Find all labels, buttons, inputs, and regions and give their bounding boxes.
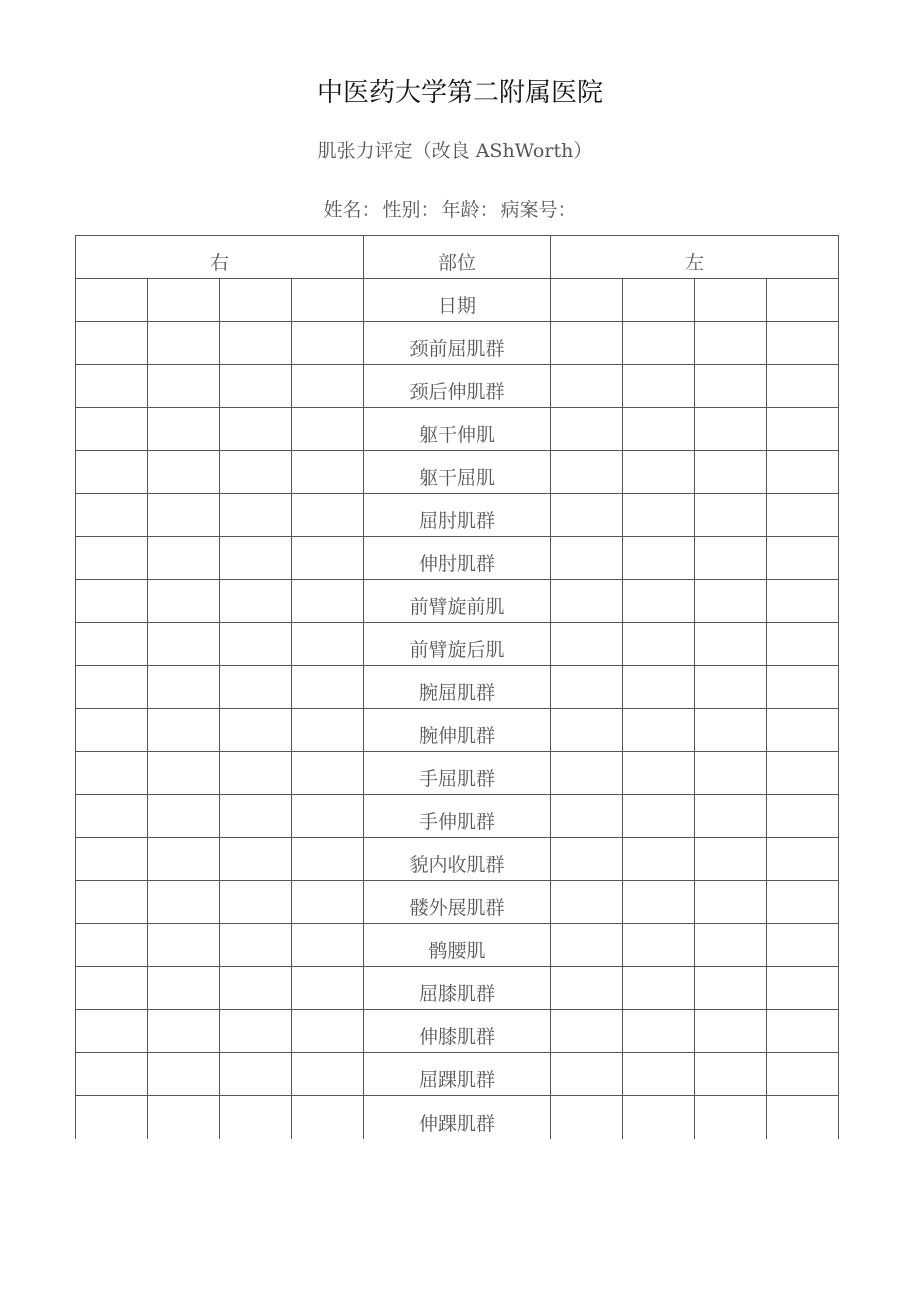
left-score-cell[interactable] bbox=[551, 322, 623, 365]
right-score-cell[interactable] bbox=[292, 623, 364, 666]
right-score-cell[interactable] bbox=[76, 537, 148, 580]
left-score-cell[interactable] bbox=[767, 1053, 839, 1096]
table-row bbox=[76, 623, 839, 666]
table-row bbox=[76, 795, 839, 838]
right-score-cell[interactable] bbox=[220, 709, 292, 752]
table-row bbox=[76, 365, 839, 408]
header-body-part: 部位 bbox=[364, 236, 551, 279]
left-score-cell[interactable] bbox=[695, 1010, 767, 1053]
right-score-cell[interactable] bbox=[148, 838, 220, 881]
right-score-cell[interactable] bbox=[220, 1010, 292, 1053]
table-row bbox=[76, 1010, 839, 1053]
right-score-cell[interactable] bbox=[148, 924, 220, 967]
table-row bbox=[76, 881, 839, 924]
left-score-cell[interactable] bbox=[551, 752, 623, 795]
right-score-cell[interactable] bbox=[76, 451, 148, 494]
right-score-cell[interactable] bbox=[220, 537, 292, 580]
header-left-side: 左 bbox=[551, 236, 839, 279]
table-row bbox=[76, 580, 839, 623]
left-score-cell[interactable] bbox=[695, 494, 767, 537]
right-score-cell[interactable] bbox=[292, 408, 364, 451]
right-score-cell[interactable] bbox=[148, 365, 220, 408]
table-row bbox=[76, 752, 839, 795]
left-score-cell[interactable] bbox=[695, 838, 767, 881]
right-score-cell[interactable] bbox=[76, 838, 148, 881]
left-score-cell[interactable] bbox=[695, 795, 767, 838]
left-score-cell[interactable] bbox=[623, 881, 695, 924]
right-score-cell[interactable] bbox=[148, 795, 220, 838]
left-score-cell[interactable] bbox=[623, 1096, 695, 1139]
left-score-cell[interactable] bbox=[623, 924, 695, 967]
right-score-cell[interactable] bbox=[148, 494, 220, 537]
left-score-cell[interactable] bbox=[551, 451, 623, 494]
left-score-cell[interactable] bbox=[623, 279, 695, 322]
left-score-cell[interactable] bbox=[623, 537, 695, 580]
left-score-cell[interactable] bbox=[551, 279, 623, 322]
left-score-cell[interactable] bbox=[551, 924, 623, 967]
left-score-cell[interactable] bbox=[767, 752, 839, 795]
left-score-cell[interactable] bbox=[551, 666, 623, 709]
left-score-cell[interactable] bbox=[623, 709, 695, 752]
left-score-cell[interactable] bbox=[767, 838, 839, 881]
right-score-cell[interactable] bbox=[148, 666, 220, 709]
right-score-cell[interactable] bbox=[220, 279, 292, 322]
right-score-cell[interactable] bbox=[292, 580, 364, 623]
left-score-cell[interactable] bbox=[551, 881, 623, 924]
header-right-side: 右 bbox=[76, 236, 364, 279]
left-score-cell[interactable] bbox=[623, 838, 695, 881]
left-score-cell[interactable] bbox=[767, 580, 839, 623]
table-header-row bbox=[76, 236, 839, 279]
left-score-cell[interactable] bbox=[695, 279, 767, 322]
body-part-label: 屈踝肌群 bbox=[364, 1053, 551, 1096]
left-score-cell[interactable] bbox=[551, 537, 623, 580]
right-score-cell[interactable] bbox=[220, 795, 292, 838]
right-score-cell[interactable] bbox=[292, 881, 364, 924]
left-score-cell[interactable] bbox=[695, 752, 767, 795]
left-score-cell[interactable] bbox=[623, 1010, 695, 1053]
right-score-cell[interactable] bbox=[292, 709, 364, 752]
right-score-cell[interactable] bbox=[220, 924, 292, 967]
right-score-cell[interactable] bbox=[76, 279, 148, 322]
right-score-cell[interactable] bbox=[76, 365, 148, 408]
left-score-cell[interactable] bbox=[551, 795, 623, 838]
body-part-label: 前臂旋后肌 bbox=[364, 623, 551, 666]
right-score-cell[interactable] bbox=[292, 279, 364, 322]
body-part-label: 颈前屈肌群 bbox=[364, 322, 551, 365]
left-score-cell[interactable] bbox=[767, 795, 839, 838]
right-score-cell[interactable] bbox=[148, 1010, 220, 1053]
right-score-cell[interactable] bbox=[292, 838, 364, 881]
body-part-label: 躯干屈肌 bbox=[364, 451, 551, 494]
right-score-cell[interactable] bbox=[220, 580, 292, 623]
muscle-tone-table bbox=[75, 235, 839, 1139]
left-score-cell[interactable] bbox=[623, 967, 695, 1010]
right-score-cell[interactable] bbox=[292, 365, 364, 408]
left-score-cell[interactable] bbox=[767, 709, 839, 752]
left-score-cell[interactable] bbox=[695, 666, 767, 709]
table-row bbox=[76, 494, 839, 537]
left-score-cell[interactable] bbox=[767, 537, 839, 580]
left-score-cell[interactable] bbox=[767, 967, 839, 1010]
table-row bbox=[76, 709, 839, 752]
left-score-cell[interactable] bbox=[623, 408, 695, 451]
table-row bbox=[76, 537, 839, 580]
body-part-label: 屈膝肌群 bbox=[364, 967, 551, 1010]
left-score-cell[interactable] bbox=[695, 881, 767, 924]
table-row bbox=[76, 408, 839, 451]
body-part-label: 屈肘肌群 bbox=[364, 494, 551, 537]
left-score-cell[interactable] bbox=[623, 1053, 695, 1096]
right-score-cell[interactable] bbox=[220, 322, 292, 365]
right-score-cell[interactable] bbox=[148, 1096, 220, 1139]
left-score-cell[interactable] bbox=[623, 494, 695, 537]
right-score-cell[interactable] bbox=[76, 795, 148, 838]
table-row bbox=[76, 967, 839, 1010]
left-score-cell[interactable] bbox=[551, 1096, 623, 1139]
right-score-cell[interactable] bbox=[220, 365, 292, 408]
right-score-cell[interactable] bbox=[76, 322, 148, 365]
table-row bbox=[76, 451, 839, 494]
right-score-cell[interactable] bbox=[76, 881, 148, 924]
right-score-cell[interactable] bbox=[148, 580, 220, 623]
left-score-cell[interactable] bbox=[551, 709, 623, 752]
left-score-cell[interactable] bbox=[695, 623, 767, 666]
left-score-cell[interactable] bbox=[551, 1053, 623, 1096]
left-score-cell[interactable] bbox=[695, 365, 767, 408]
patient-record-number-label: 病案号： bbox=[500, 199, 577, 221]
body-part-label: 貌内收肌群 bbox=[364, 838, 551, 881]
right-score-cell[interactable] bbox=[292, 1053, 364, 1096]
patient-sex-label: 性别： bbox=[382, 199, 440, 221]
right-score-cell[interactable] bbox=[76, 1010, 148, 1053]
right-score-cell[interactable] bbox=[76, 1096, 148, 1139]
right-score-cell[interactable] bbox=[292, 322, 364, 365]
left-score-cell[interactable] bbox=[767, 924, 839, 967]
body-part-label: 伸踝肌群 bbox=[364, 1096, 551, 1139]
left-score-cell[interactable] bbox=[623, 623, 695, 666]
right-score-cell[interactable] bbox=[292, 924, 364, 967]
patient-info-line bbox=[0, 195, 900, 222]
left-score-cell[interactable] bbox=[623, 666, 695, 709]
patient-age-label: 年龄： bbox=[441, 199, 499, 221]
left-score-cell[interactable] bbox=[767, 623, 839, 666]
left-score-cell[interactable] bbox=[551, 1010, 623, 1053]
left-score-cell[interactable] bbox=[767, 279, 839, 322]
right-score-cell[interactable] bbox=[76, 580, 148, 623]
body-part-label: 髅外展肌群 bbox=[364, 881, 551, 924]
right-score-cell[interactable] bbox=[76, 924, 148, 967]
right-score-cell[interactable] bbox=[148, 322, 220, 365]
body-part-label: 手屈肌群 bbox=[364, 752, 551, 795]
right-score-cell[interactable] bbox=[220, 967, 292, 1010]
left-score-cell[interactable] bbox=[767, 365, 839, 408]
table-row bbox=[76, 322, 839, 365]
left-score-cell[interactable] bbox=[551, 838, 623, 881]
left-score-cell[interactable] bbox=[767, 1010, 839, 1053]
right-score-cell[interactable] bbox=[76, 408, 148, 451]
left-score-cell[interactable] bbox=[551, 967, 623, 1010]
right-score-cell[interactable] bbox=[148, 279, 220, 322]
right-score-cell[interactable] bbox=[292, 1096, 364, 1139]
left-score-cell[interactable] bbox=[767, 881, 839, 924]
right-score-cell[interactable] bbox=[148, 537, 220, 580]
left-score-cell[interactable] bbox=[623, 580, 695, 623]
left-score-cell[interactable] bbox=[695, 967, 767, 1010]
body-part-label: 日期 bbox=[364, 279, 551, 322]
right-score-cell[interactable] bbox=[292, 494, 364, 537]
right-score-cell[interactable] bbox=[220, 1053, 292, 1096]
right-score-cell[interactable] bbox=[292, 795, 364, 838]
left-score-cell[interactable] bbox=[551, 365, 623, 408]
left-score-cell[interactable] bbox=[695, 537, 767, 580]
left-score-cell[interactable] bbox=[551, 623, 623, 666]
right-score-cell[interactable] bbox=[292, 967, 364, 1010]
right-score-cell[interactable] bbox=[292, 752, 364, 795]
left-score-cell[interactable] bbox=[551, 580, 623, 623]
right-score-cell[interactable] bbox=[76, 623, 148, 666]
right-score-cell[interactable] bbox=[148, 709, 220, 752]
right-score-cell[interactable] bbox=[292, 451, 364, 494]
patient-name-label: 姓名： bbox=[323, 199, 381, 221]
left-score-cell[interactable] bbox=[767, 494, 839, 537]
table-row bbox=[76, 838, 839, 881]
left-score-cell[interactable] bbox=[623, 752, 695, 795]
right-score-cell[interactable] bbox=[292, 1010, 364, 1053]
right-score-cell[interactable] bbox=[76, 709, 148, 752]
right-score-cell[interactable] bbox=[220, 881, 292, 924]
left-score-cell[interactable] bbox=[767, 322, 839, 365]
right-score-cell[interactable] bbox=[220, 451, 292, 494]
left-score-cell[interactable] bbox=[623, 322, 695, 365]
right-score-cell[interactable] bbox=[76, 752, 148, 795]
body-part-label: 躯干伸肌 bbox=[364, 408, 551, 451]
right-score-cell[interactable] bbox=[76, 666, 148, 709]
left-score-cell[interactable] bbox=[695, 451, 767, 494]
left-score-cell[interactable] bbox=[767, 408, 839, 451]
right-score-cell[interactable] bbox=[220, 666, 292, 709]
left-score-cell[interactable] bbox=[551, 408, 623, 451]
right-score-cell[interactable] bbox=[292, 666, 364, 709]
left-score-cell[interactable] bbox=[695, 322, 767, 365]
left-score-cell[interactable] bbox=[767, 1096, 839, 1139]
right-score-cell[interactable] bbox=[220, 494, 292, 537]
right-score-cell[interactable] bbox=[148, 752, 220, 795]
right-score-cell[interactable] bbox=[148, 967, 220, 1010]
left-score-cell[interactable] bbox=[695, 408, 767, 451]
right-score-cell[interactable] bbox=[76, 494, 148, 537]
table-row bbox=[76, 1096, 839, 1139]
body-part-label: 腕屈肌群 bbox=[364, 666, 551, 709]
body-part-label: 前臂旋前肌 bbox=[364, 580, 551, 623]
left-score-cell[interactable] bbox=[695, 1096, 767, 1139]
table-row bbox=[76, 1053, 839, 1096]
body-part-label: 伸肘肌群 bbox=[364, 537, 551, 580]
left-score-cell[interactable] bbox=[623, 795, 695, 838]
right-score-cell[interactable] bbox=[220, 408, 292, 451]
form-subtitle: 肌张力评定（改良 AShWorth） bbox=[317, 140, 593, 162]
table-row bbox=[76, 924, 839, 967]
right-score-cell[interactable] bbox=[76, 1053, 148, 1096]
left-score-cell[interactable] bbox=[695, 924, 767, 967]
body-part-label: 手伸肌群 bbox=[364, 795, 551, 838]
left-score-cell[interactable] bbox=[623, 451, 695, 494]
right-score-cell[interactable] bbox=[148, 623, 220, 666]
body-part-label: 伸膝肌群 bbox=[364, 1010, 551, 1053]
right-score-cell[interactable] bbox=[148, 1053, 220, 1096]
right-score-cell[interactable] bbox=[220, 752, 292, 795]
left-score-cell[interactable] bbox=[767, 451, 839, 494]
left-score-cell[interactable] bbox=[551, 494, 623, 537]
left-score-cell[interactable] bbox=[695, 580, 767, 623]
right-score-cell[interactable] bbox=[148, 451, 220, 494]
body-part-label: 颈后伸肌群 bbox=[364, 365, 551, 408]
left-score-cell[interactable] bbox=[695, 709, 767, 752]
left-score-cell[interactable] bbox=[623, 365, 695, 408]
right-score-cell[interactable] bbox=[220, 623, 292, 666]
right-score-cell[interactable] bbox=[148, 881, 220, 924]
body-part-label: 腕伸肌群 bbox=[364, 709, 551, 752]
table-row bbox=[76, 279, 839, 322]
right-score-cell[interactable] bbox=[220, 1096, 292, 1139]
left-score-cell[interactable] bbox=[767, 666, 839, 709]
body-part-label: 鹘腰肌 bbox=[364, 924, 551, 967]
right-score-cell[interactable] bbox=[292, 537, 364, 580]
right-score-cell[interactable] bbox=[220, 838, 292, 881]
hospital-title: 中医药大学第二附属医院 bbox=[316, 78, 603, 108]
right-score-cell[interactable] bbox=[76, 967, 148, 1010]
left-score-cell[interactable] bbox=[695, 1053, 767, 1096]
table-row bbox=[76, 666, 839, 709]
right-score-cell[interactable] bbox=[148, 408, 220, 451]
